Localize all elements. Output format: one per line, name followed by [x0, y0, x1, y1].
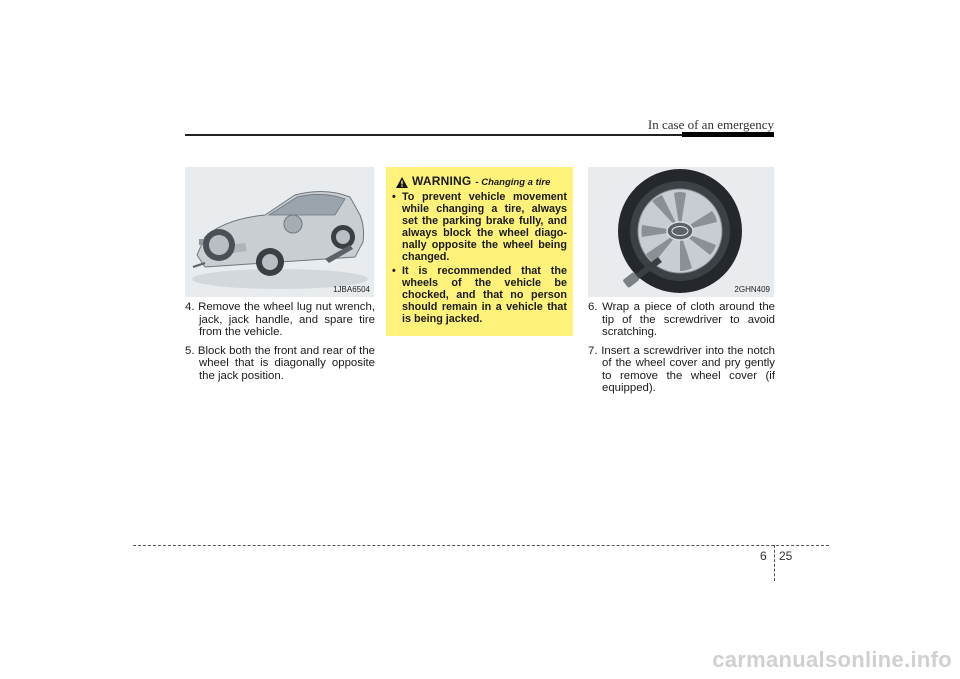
warning-subtitle: - Changing a tire	[475, 177, 551, 188]
warning-header	[396, 174, 550, 188]
step-item: 6. Wrap a piece of cloth around the tip of the screwdriver to avoid scratching.	[588, 301, 775, 338]
figure-code: 2GHN409	[734, 285, 770, 294]
page-number: 25	[779, 549, 793, 563]
step-item: 7. Insert a screwdriver into the notch of the wheel cover and pry gently to remove the wheel cover (if equipped).	[588, 344, 775, 394]
watermark-text: carmanualsonline.info	[712, 647, 952, 672]
warning-title: WARNING	[412, 174, 472, 188]
footer-rule	[133, 545, 829, 546]
section-title: In case of an emergency	[647, 117, 774, 132]
car-illustration	[185, 167, 374, 297]
page-number-divider	[774, 545, 775, 581]
wheel-cover-figure	[588, 167, 774, 297]
car-jack-figure	[185, 167, 374, 297]
step-item: 4. Remove the wheel lug nut wrench, jack, jack handle, and spare tire from the vehicle.	[185, 301, 375, 338]
warning-item: • It is recommended that the wheels of the vehicle be chocked, and that no person should remain in a vehicle that is being jacked.	[392, 265, 567, 325]
chapter-number: 6	[760, 549, 767, 563]
warning-triangle-icon	[396, 177, 408, 188]
wheel-illustration	[588, 167, 774, 297]
warning-box	[386, 167, 573, 336]
steps-left	[185, 301, 375, 388]
warning-items	[392, 191, 567, 327]
figure-code: 1JBA6504	[333, 285, 370, 294]
step-item: 5. Block both the front and rear of the wheel that is diagonally opposite the jack position.	[185, 344, 375, 382]
warning-item: • To prevent vehicle movement while changing a tire, always set the parking brake fully, and always block the wheel diago-nally opposite the wheel being changed.	[392, 191, 567, 263]
header-rule-accent	[682, 132, 774, 137]
steps-right	[588, 301, 775, 401]
